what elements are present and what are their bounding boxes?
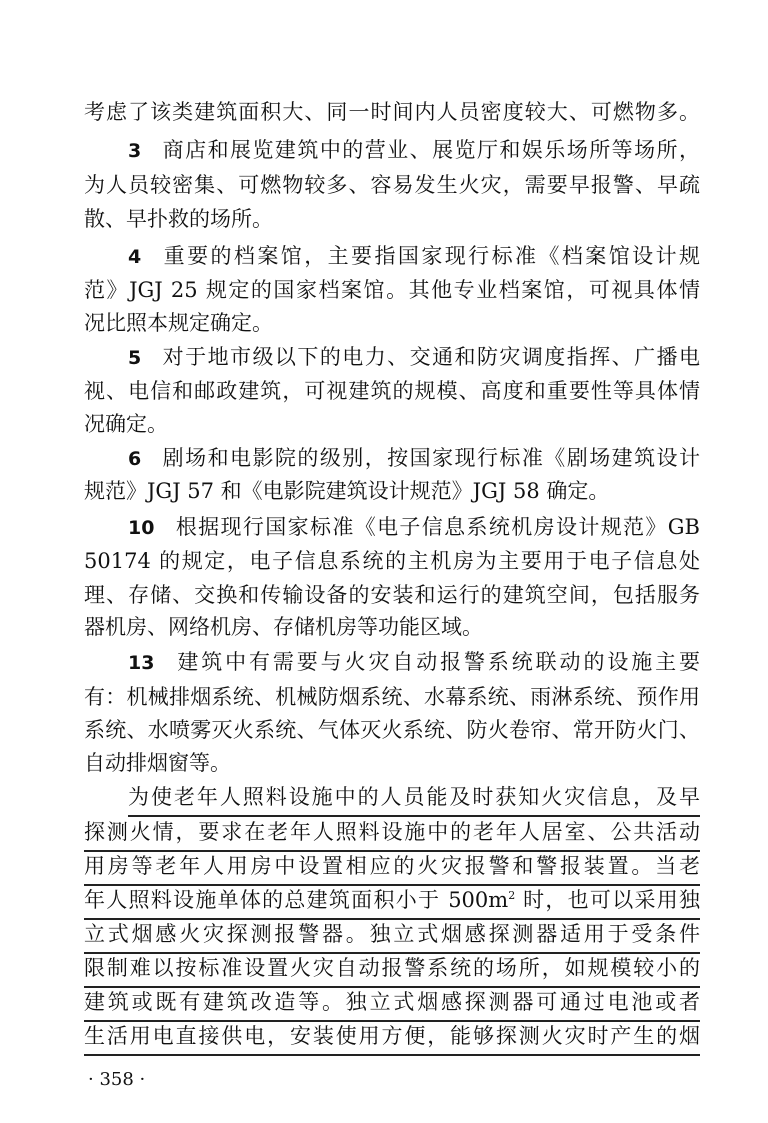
text-line: 有：机械排烟系统、机械防烟系统、水幕系统、雨淋系统、预作用 — [84, 685, 700, 709]
text-line: 5 对于地市级以下的电力、交通和防灾调度指挥、广播电 — [128, 345, 700, 369]
text-line: 范》JGJ 25 规定的国家档案馆。其他专业档案馆，可视具体情 — [84, 278, 700, 302]
underlined-line: 生活用电直接供电，安装使用方便，能够探测火灾时产生的烟 — [84, 1019, 700, 1056]
item-number: 10 — [128, 517, 155, 539]
item-number: 13 — [128, 652, 155, 674]
item-number: 5 — [128, 347, 142, 369]
underlined-line: 为使老年人照料设施中的人员能及时获知火灾信息，及早 — [128, 780, 700, 817]
item-number: 3 — [128, 140, 142, 162]
underlined-line: 用房等老年人用房中设置相应的火灾报警和警报装置。当老 — [84, 849, 700, 886]
text-line: 自动排烟窗等。 — [84, 751, 231, 775]
text-line: 况确定。 — [84, 412, 168, 436]
text-line: 4 重要的档案馆，主要指国家现行标准《档案馆设计规 — [128, 244, 700, 268]
text-line: 考虑了该类建筑面积大、同一时间内人员密度较大、可燃物多。 — [84, 100, 700, 124]
text-line: 器机房、网络机房、存储机房等功能区域。 — [84, 615, 483, 639]
underlined-line: 建筑或既有建筑改造等。独立式烟感探测器可通过电池或者 — [84, 985, 700, 1022]
text-line: 13 建筑中有需要与火灾自动报警系统联动的设施主要 — [128, 650, 700, 674]
item-number: 6 — [128, 448, 142, 470]
page-number: · 358 · — [88, 1069, 146, 1090]
text-line: 为人员较密集、可燃物较多、容易发生火灾，需要早报警、早疏 — [84, 173, 700, 197]
text-line: 理、存储、交换和传输设备的安装和运行的建筑空间，包括服务 — [84, 583, 700, 607]
text-line: 规范》JGJ 57 和《电影院建筑设计规范》JGJ 58 确定。 — [84, 479, 610, 503]
item-number: 4 — [128, 246, 142, 268]
underlined-line: 年人照料设施单体的总建筑面积小于 $500m^2$ 时，也可以采用独 — [84, 883, 700, 920]
text-line: 50174 的规定，电子信息系统的主机房为主要用于电子信息处 — [84, 549, 700, 573]
text-line: 系统、水喷雾灭火系统、气体灭火系统、防火卷帘、常开防火门、 — [84, 718, 700, 742]
underlined-line: 探测火情，要求在老年人照料设施中的老年人居室、公共活动 — [84, 815, 700, 852]
underlined-line: 限制难以按标准设置火灾自动报警系统的场所，如规模较小的 — [84, 951, 700, 988]
text-line: 10 根据现行国家标准《电子信息系统机房设计规范》GB — [128, 515, 700, 539]
underlined-line: 立式烟感火灾探测报警器。独立式烟感探测器适用于受条件 — [84, 917, 700, 954]
text-line: 况比照本规定确定。 — [84, 311, 273, 335]
text-line: 3 商店和展览建筑中的营业、展览厅和娱乐场所等场所， — [128, 138, 700, 162]
text-line: 视、电信和邮政建筑，可视建筑的规模、高度和重要性等具体情 — [84, 379, 700, 403]
text-line: 6 剧场和电影院的级别，按国家现行标准《剧场建筑设计 — [128, 446, 700, 470]
text-line: 散、早扑救的场所。 — [84, 207, 273, 231]
